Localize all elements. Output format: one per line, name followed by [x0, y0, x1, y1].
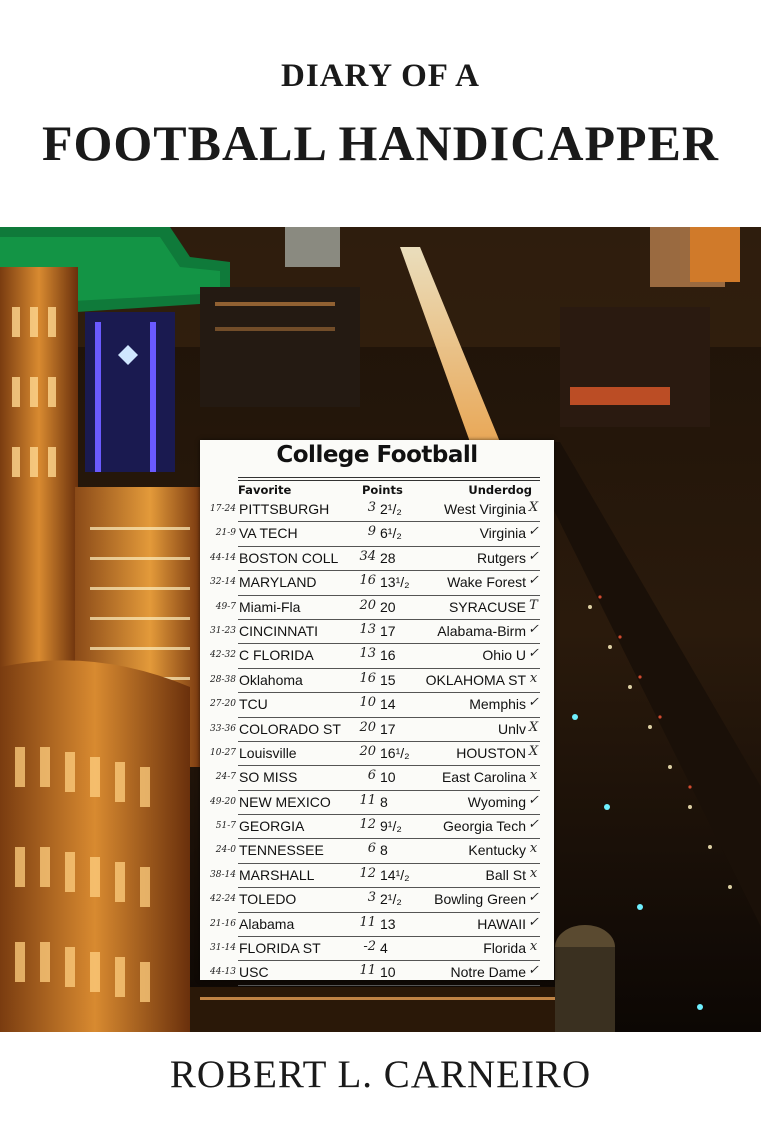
point-spread: 14 [380, 696, 396, 713]
favorite-team: USC [239, 964, 269, 981]
underdog-team: Georgia Tech [442, 818, 526, 835]
game-row [210, 693, 540, 717]
result-mark: ✓ [528, 890, 539, 906]
result-mark: x [529, 670, 538, 686]
underdog-team: Notre Dame [450, 964, 526, 981]
favorite-team: TENNESSEE [239, 842, 324, 859]
favorite-team: PITTSBURGH [239, 501, 330, 517]
underdog-team: Unlv [497, 720, 526, 737]
point-spread: 14¹/₂ [380, 866, 410, 883]
header-underdog: Underdog [468, 483, 532, 497]
header-points: Points [362, 483, 403, 497]
handwritten-pick: -2 [363, 939, 376, 955]
handwritten-pick: 6 [367, 841, 376, 857]
handwritten-score: 21-16 [210, 918, 236, 929]
game-row [210, 888, 540, 912]
point-spread: 16 [380, 647, 396, 664]
favorite-team: NEW MEXICO [239, 793, 331, 810]
game-row [210, 937, 540, 961]
sheet-rule [238, 477, 540, 478]
handwritten-score: 49-7 [215, 601, 236, 612]
sheet-title: College Football [276, 442, 478, 468]
handwritten-score: 31-23 [210, 625, 236, 636]
game-row [210, 644, 540, 668]
underdog-team: Wake Forest [447, 574, 526, 591]
result-mark: ✓ [528, 792, 539, 808]
underdog-team: Alabama-Birm [437, 622, 526, 639]
underdog-team: Kentucky [468, 842, 526, 859]
favorite-team: TCU [239, 696, 268, 713]
game-row [210, 791, 540, 815]
handwritten-score: 27-20 [210, 699, 236, 710]
underdog-team: Memphis [469, 696, 526, 713]
cover-title-main: FOOTBALL HANDICAPPER [41, 115, 719, 171]
point-spread: 2¹/₂ [380, 501, 402, 517]
favorite-team: TOLEDO [239, 891, 297, 908]
handwritten-score: 44-13 [210, 967, 236, 978]
result-mark: ✓ [528, 621, 539, 637]
favorite-team: Alabama [239, 915, 295, 932]
point-spread: 10 [380, 769, 396, 786]
result-mark: ✓ [528, 817, 539, 833]
underdog-team: HOUSTON [456, 744, 526, 761]
result-mark: ✓ [528, 646, 539, 662]
favorite-team: COLORADO ST [239, 720, 341, 737]
underdog-team: East Carolina [441, 769, 526, 786]
handwritten-score: 21-9 [215, 528, 236, 539]
underdog-team: Virginia [479, 525, 526, 542]
handwritten-pick: 11 [359, 792, 376, 808]
handwritten-score: 42-24 [210, 894, 236, 905]
handwritten-pick: 16 [359, 670, 376, 686]
handwritten-pick: 3 [367, 890, 376, 906]
game-row [210, 571, 540, 595]
handwritten-pick: 12 [359, 865, 376, 881]
point-spread: 28 [380, 549, 396, 566]
result-mark: x [529, 865, 538, 881]
result-mark: X [528, 743, 539, 759]
underdog-team: OKLAHOMA ST [425, 671, 526, 688]
handwritten-score: 28-38 [210, 674, 236, 685]
handwritten-pick: 10 [359, 695, 376, 711]
underdog-team: Ball St [485, 866, 526, 883]
game-row [215, 522, 540, 546]
handwritten-score: 42-32 [210, 650, 236, 661]
handwritten-pick: 12 [359, 817, 376, 833]
handwritten-pick: 9 [367, 524, 376, 540]
college-football-odds-sheet [200, 440, 554, 980]
favorite-team: Oklahoma [239, 671, 303, 688]
result-mark: ✓ [528, 524, 539, 540]
point-spread: 8 [380, 793, 388, 810]
underdog-team: Bowling Green [434, 891, 526, 908]
handwritten-score: 49-20 [210, 796, 236, 807]
underdog-team: Florida [483, 940, 526, 957]
underdog-team: Rutgers [476, 549, 526, 566]
favorite-team: C FLORIDA [239, 647, 314, 664]
result-mark: ✓ [528, 695, 539, 711]
game-row [210, 961, 540, 985]
favorite-team: MARYLAND [239, 574, 317, 591]
game-row [215, 766, 540, 790]
game-row [210, 498, 540, 522]
handwritten-pick: 16 [359, 573, 376, 589]
favorite-team: MARSHALL [239, 866, 315, 883]
point-spread: 13 [380, 915, 396, 932]
point-spread: 8 [380, 842, 388, 859]
handwritten-pick: 13 [359, 621, 376, 637]
result-mark: ✓ [528, 573, 539, 589]
header-favorite: Favorite [238, 483, 292, 497]
game-row [210, 620, 540, 644]
handwritten-pick: 3 [367, 500, 376, 515]
result-mark: ✓ [528, 914, 539, 930]
favorite-team: SO MISS [239, 769, 298, 786]
game-row [210, 913, 540, 937]
point-spread: 10 [380, 964, 396, 981]
point-spread: 9¹/₂ [380, 818, 402, 835]
point-spread: 4 [380, 940, 388, 957]
favorite-team: VA TECH [239, 525, 298, 542]
result-mark: x [529, 939, 538, 955]
favorite-team: Miami-Fla [239, 598, 301, 615]
handwritten-pick: 11 [359, 963, 376, 979]
handwritten-score: 10-27 [210, 747, 236, 758]
game-rows [200, 498, 554, 986]
favorite-team: GEORGIA [239, 818, 305, 835]
handwritten-pick: 13 [359, 646, 376, 662]
result-mark: T [529, 597, 538, 613]
handwritten-pick: 20 [359, 743, 376, 759]
game-row [215, 839, 540, 863]
result-mark: x [529, 768, 538, 784]
handwritten-score: 33-36 [210, 723, 236, 734]
sheet-rule [238, 480, 540, 481]
underdog-team: SYRACUSE [448, 598, 526, 615]
handwritten-score: 32-14 [210, 577, 236, 588]
handwritten-score: 24-7 [215, 772, 236, 783]
handwritten-pick: 34 [359, 548, 376, 564]
game-row [210, 742, 540, 766]
handwritten-score: 51-7 [215, 821, 236, 832]
result-mark: X [528, 500, 539, 515]
handwritten-pick: 20 [359, 597, 376, 613]
handwritten-score: 24-0 [215, 845, 236, 856]
point-spread: 20 [380, 598, 396, 615]
favorite-team: CINCINNATI [239, 622, 319, 639]
handwritten-score: 44-14 [210, 552, 236, 563]
result-mark: x [529, 841, 538, 857]
handwritten-score: 31-14 [210, 943, 236, 954]
point-spread: 2¹/₂ [380, 891, 402, 908]
underdog-team: HAWAII [477, 915, 526, 932]
result-mark: ✓ [528, 548, 539, 564]
underdog-team: West Virginia [444, 501, 526, 517]
result-mark: X [528, 719, 539, 735]
favorite-team: FLORIDA ST [239, 940, 321, 957]
game-row [210, 718, 540, 742]
point-spread: 16¹/₂ [380, 744, 410, 761]
point-spread: 6¹/₂ [380, 525, 402, 542]
favorite-team: BOSTON COLL [239, 549, 339, 566]
point-spread: 15 [380, 671, 396, 688]
point-spread: 13¹/₂ [380, 574, 410, 591]
point-spread: 17 [380, 622, 396, 639]
handwritten-pick: 20 [359, 719, 376, 735]
handwritten-score: 17-24 [210, 504, 236, 514]
handwritten-pick: 11 [359, 914, 376, 930]
cover-title-line1: DIARY OF A [281, 58, 480, 94]
game-row [210, 864, 540, 888]
game-row [215, 815, 540, 839]
game-row [210, 547, 540, 571]
game-row [210, 669, 540, 693]
handwritten-pick: 6 [367, 768, 376, 784]
point-spread: 17 [380, 720, 396, 737]
underdog-team: Wyoming [467, 793, 526, 810]
result-mark: ✓ [528, 963, 539, 979]
underdog-team: Ohio U [482, 647, 526, 664]
game-row [215, 596, 540, 620]
favorite-team: Louisville [239, 744, 297, 761]
handwritten-score: 38-14 [210, 869, 236, 880]
author-name: ROBERT L. CARNEIRO [169, 1053, 592, 1096]
